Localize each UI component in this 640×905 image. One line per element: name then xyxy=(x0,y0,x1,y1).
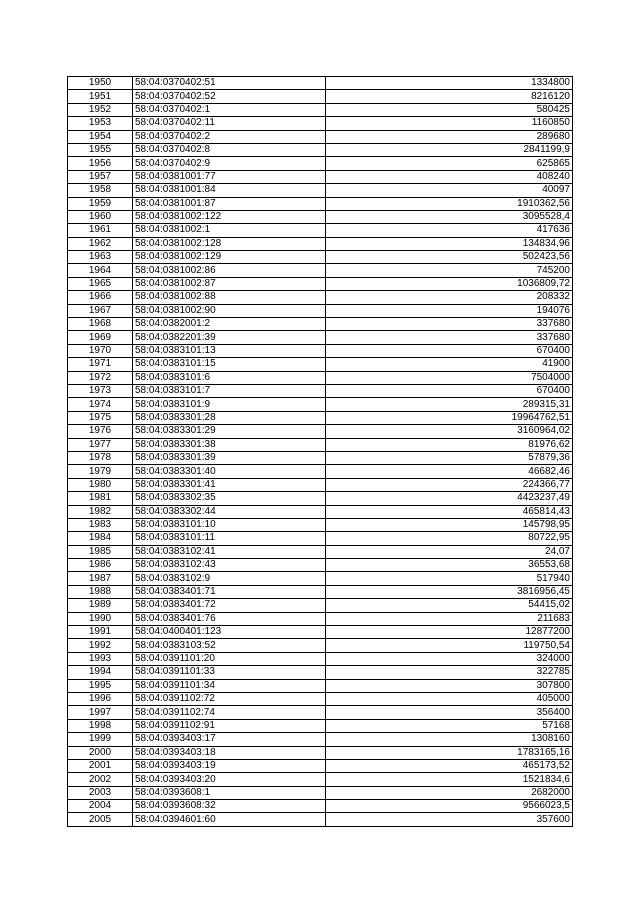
value-cell: 502423,56 xyxy=(326,251,573,264)
value-cell: 356400 xyxy=(326,706,573,719)
row-number-cell: 1997 xyxy=(68,706,133,719)
value-cell: 625865 xyxy=(326,157,573,170)
row-number-cell: 1994 xyxy=(68,666,133,679)
value-cell: 40097 xyxy=(326,184,573,197)
table-row xyxy=(68,210,573,223)
cadastral-number-cell: 58:04:0383301:28 xyxy=(133,411,326,424)
row-number-cell: 1978 xyxy=(68,451,133,464)
row-number-cell: 1982 xyxy=(68,505,133,518)
value-cell: 1036809,72 xyxy=(326,277,573,290)
cadastral-number-cell: 58:04:0383101:15 xyxy=(133,358,326,371)
table-row xyxy=(68,291,573,304)
cadastral-number-cell: 58:04:0391102:91 xyxy=(133,719,326,732)
table-row xyxy=(68,77,573,90)
table-row xyxy=(68,170,573,183)
value-cell: 670400 xyxy=(326,384,573,397)
table-row xyxy=(68,719,573,732)
table-row xyxy=(68,130,573,143)
row-number-cell: 1986 xyxy=(68,559,133,572)
value-cell: 1160850 xyxy=(326,117,573,130)
row-number-cell: 1967 xyxy=(68,304,133,317)
value-cell: 324000 xyxy=(326,652,573,665)
value-cell: 134834,96 xyxy=(326,237,573,250)
table-row xyxy=(68,492,573,505)
cadastral-number-cell: 58:04:0393403:20 xyxy=(133,773,326,786)
table-row xyxy=(68,358,573,371)
table-row xyxy=(68,304,573,317)
value-cell: 36553,68 xyxy=(326,559,573,572)
table-row xyxy=(68,746,573,759)
table-body xyxy=(68,77,573,827)
table-row xyxy=(68,157,573,170)
value-cell: 3095528,4 xyxy=(326,210,573,223)
value-cell: 465173,52 xyxy=(326,759,573,772)
table-row xyxy=(68,518,573,531)
table-row xyxy=(68,773,573,786)
row-number-cell: 2000 xyxy=(68,746,133,759)
value-cell: 54415,02 xyxy=(326,599,573,612)
cadastral-number-cell: 58:04:0383102:43 xyxy=(133,559,326,572)
value-cell: 465814,43 xyxy=(326,505,573,518)
row-number-cell: 1998 xyxy=(68,719,133,732)
cadastral-number-cell: 58:04:0391102:72 xyxy=(133,692,326,705)
cadastral-number-cell: 58:04:0394601:60 xyxy=(133,813,326,826)
table-row xyxy=(68,411,573,424)
cadastral-number-cell: 58:04:0383101:9 xyxy=(133,398,326,411)
cadastral-number-cell: 58:04:0391101:34 xyxy=(133,679,326,692)
cadastral-number-cell: 58:04:0383101:13 xyxy=(133,344,326,357)
row-number-cell: 1951 xyxy=(68,90,133,103)
row-number-cell: 1988 xyxy=(68,585,133,598)
table-row xyxy=(68,478,573,491)
value-cell: 307800 xyxy=(326,679,573,692)
cadastral-number-cell: 58:04:0370402:2 xyxy=(133,130,326,143)
value-cell: 57879,36 xyxy=(326,451,573,464)
table-row xyxy=(68,679,573,692)
cadastral-number-cell: 58:04:0383401:71 xyxy=(133,585,326,598)
table-row xyxy=(68,532,573,545)
table-row xyxy=(68,465,573,478)
cadastral-number-cell: 58:04:0383401:72 xyxy=(133,599,326,612)
value-cell: 357600 xyxy=(326,813,573,826)
cadastral-number-cell: 58:04:0383301:41 xyxy=(133,478,326,491)
cadastral-number-cell: 58:04:0383101:7 xyxy=(133,384,326,397)
value-cell: 1334800 xyxy=(326,77,573,90)
cadastral-number-cell: 58:04:0381002:86 xyxy=(133,264,326,277)
table-row xyxy=(68,251,573,264)
value-cell: 4423237,49 xyxy=(326,492,573,505)
cadastral-number-cell: 58:04:0383101:10 xyxy=(133,518,326,531)
row-number-cell: 1955 xyxy=(68,143,133,156)
table-row xyxy=(68,733,573,746)
table-row xyxy=(68,559,573,572)
cadastral-number-cell: 58:04:0381002:128 xyxy=(133,237,326,250)
table-row xyxy=(68,318,573,331)
row-number-cell: 1993 xyxy=(68,652,133,665)
row-number-cell: 1973 xyxy=(68,384,133,397)
value-cell: 745200 xyxy=(326,264,573,277)
cadastral-number-cell: 58:04:0391101:33 xyxy=(133,666,326,679)
cadastral-number-cell: 58:04:0381002:87 xyxy=(133,277,326,290)
table-row xyxy=(68,545,573,558)
row-number-cell: 1961 xyxy=(68,224,133,237)
row-number-cell: 1983 xyxy=(68,518,133,531)
cadastral-number-cell: 58:04:0381001:87 xyxy=(133,197,326,210)
cadastral-number-cell: 58:04:0383102:9 xyxy=(133,572,326,585)
value-cell: 208332 xyxy=(326,291,573,304)
value-cell: 1783165,16 xyxy=(326,746,573,759)
cadastral-number-cell: 58:04:0382201:39 xyxy=(133,331,326,344)
row-number-cell: 1984 xyxy=(68,532,133,545)
table-row xyxy=(68,197,573,210)
cadastral-number-cell: 58:04:0393403:17 xyxy=(133,733,326,746)
value-cell: 46682,46 xyxy=(326,465,573,478)
table-row xyxy=(68,398,573,411)
row-number-cell: 2001 xyxy=(68,759,133,772)
row-number-cell: 1980 xyxy=(68,478,133,491)
cadastral-number-cell: 58:04:0383301:40 xyxy=(133,465,326,478)
table-row xyxy=(68,384,573,397)
row-number-cell: 1971 xyxy=(68,358,133,371)
cadastral-number-cell: 58:04:0381002:1 xyxy=(133,224,326,237)
value-cell: 1308160 xyxy=(326,733,573,746)
row-number-cell: 1954 xyxy=(68,130,133,143)
value-cell: 405000 xyxy=(326,692,573,705)
table-row xyxy=(68,572,573,585)
value-cell: 289680 xyxy=(326,130,573,143)
table-row xyxy=(68,652,573,665)
value-cell: 8216120 xyxy=(326,90,573,103)
cadastral-number-cell: 58:04:0381002:122 xyxy=(133,210,326,223)
cadastral-number-cell: 58:04:0383302:35 xyxy=(133,492,326,505)
cadastral-number-cell: 58:04:0381001:84 xyxy=(133,184,326,197)
value-cell: 224366,77 xyxy=(326,478,573,491)
row-number-cell: 1976 xyxy=(68,425,133,438)
value-cell: 2682000 xyxy=(326,786,573,799)
cadastral-number-cell: 58:04:0383401:76 xyxy=(133,612,326,625)
table-row xyxy=(68,331,573,344)
row-number-cell: 1952 xyxy=(68,103,133,116)
cadastral-number-cell: 58:04:0370402:11 xyxy=(133,117,326,130)
table-row xyxy=(68,706,573,719)
row-number-cell: 1968 xyxy=(68,318,133,331)
cadastral-number-cell: 58:04:0391102:74 xyxy=(133,706,326,719)
cadastral-number-cell: 58:04:0381002:88 xyxy=(133,291,326,304)
value-cell: 41900 xyxy=(326,358,573,371)
cadastral-number-cell: 58:04:0370402:8 xyxy=(133,143,326,156)
value-cell: 337680 xyxy=(326,331,573,344)
cadastral-number-cell: 58:04:0393403:19 xyxy=(133,759,326,772)
row-number-cell: 2003 xyxy=(68,786,133,799)
value-cell: 9566023,5 xyxy=(326,800,573,813)
cadastral-number-cell: 58:04:0370402:51 xyxy=(133,77,326,90)
table-row xyxy=(68,237,573,250)
row-number-cell: 1999 xyxy=(68,733,133,746)
table-row xyxy=(68,585,573,598)
row-number-cell: 1972 xyxy=(68,371,133,384)
cadastral-number-cell: 58:04:0383302:44 xyxy=(133,505,326,518)
value-cell: 517940 xyxy=(326,572,573,585)
row-number-cell: 2004 xyxy=(68,800,133,813)
value-cell: 81976,62 xyxy=(326,438,573,451)
cadastral-number-cell: 58:04:0370402:9 xyxy=(133,157,326,170)
cadastral-number-cell: 58:04:0400401:123 xyxy=(133,626,326,639)
cadastral-number-cell: 58:04:0370402:1 xyxy=(133,103,326,116)
row-number-cell: 1957 xyxy=(68,170,133,183)
row-number-cell: 2002 xyxy=(68,773,133,786)
table-row xyxy=(68,626,573,639)
row-number-cell: 1975 xyxy=(68,411,133,424)
row-number-cell: 1992 xyxy=(68,639,133,652)
value-cell: 2841199,9 xyxy=(326,143,573,156)
table-row xyxy=(68,786,573,799)
table-row xyxy=(68,438,573,451)
value-cell: 119750,54 xyxy=(326,639,573,652)
row-number-cell: 1962 xyxy=(68,237,133,250)
row-number-cell: 1974 xyxy=(68,398,133,411)
table-row xyxy=(68,143,573,156)
table-row xyxy=(68,277,573,290)
row-number-cell: 1991 xyxy=(68,626,133,639)
row-number-cell: 1985 xyxy=(68,545,133,558)
cadastral-number-cell: 58:04:0381002:90 xyxy=(133,304,326,317)
table-row xyxy=(68,639,573,652)
row-number-cell: 1964 xyxy=(68,264,133,277)
value-cell: 1910362,56 xyxy=(326,197,573,210)
value-cell: 670400 xyxy=(326,344,573,357)
row-number-cell: 1959 xyxy=(68,197,133,210)
row-number-cell: 1950 xyxy=(68,77,133,90)
value-cell: 580425 xyxy=(326,103,573,116)
row-number-cell: 1958 xyxy=(68,184,133,197)
table-row xyxy=(68,344,573,357)
value-cell: 289315,31 xyxy=(326,398,573,411)
table-row xyxy=(68,103,573,116)
value-cell: 194076 xyxy=(326,304,573,317)
row-number-cell: 1969 xyxy=(68,331,133,344)
value-cell: 12877200 xyxy=(326,626,573,639)
table-row xyxy=(68,612,573,625)
row-number-cell: 1963 xyxy=(68,251,133,264)
row-number-cell: 1960 xyxy=(68,210,133,223)
table-row xyxy=(68,813,573,826)
value-cell: 408240 xyxy=(326,170,573,183)
value-cell: 24,07 xyxy=(326,545,573,558)
cadastral-number-cell: 58:04:0383301:29 xyxy=(133,425,326,438)
table-row xyxy=(68,224,573,237)
cadastral-number-cell: 58:04:0370402:52 xyxy=(133,90,326,103)
value-cell: 211683 xyxy=(326,612,573,625)
table-row xyxy=(68,371,573,384)
row-number-cell: 1989 xyxy=(68,599,133,612)
row-number-cell: 1979 xyxy=(68,465,133,478)
cadastral-number-cell: 58:04:0393608:32 xyxy=(133,800,326,813)
table-row xyxy=(68,800,573,813)
cadastral-number-cell: 58:04:0391101:20 xyxy=(133,652,326,665)
cadastral-number-cell: 58:04:0381002:129 xyxy=(133,251,326,264)
row-number-cell: 1970 xyxy=(68,344,133,357)
cadastral-value-table xyxy=(67,76,573,827)
table-row xyxy=(68,666,573,679)
value-cell: 3816956,45 xyxy=(326,585,573,598)
table-row xyxy=(68,692,573,705)
cadastral-number-cell: 58:04:0383101:6 xyxy=(133,371,326,384)
value-cell: 322785 xyxy=(326,666,573,679)
value-cell: 7504000 xyxy=(326,371,573,384)
value-cell: 3160964,02 xyxy=(326,425,573,438)
row-number-cell: 1987 xyxy=(68,572,133,585)
row-number-cell: 2005 xyxy=(68,813,133,826)
value-cell: 57168 xyxy=(326,719,573,732)
row-number-cell: 1996 xyxy=(68,692,133,705)
cadastral-number-cell: 58:04:0383301:38 xyxy=(133,438,326,451)
row-number-cell: 1965 xyxy=(68,277,133,290)
cadastral-number-cell: 58:04:0381001:77 xyxy=(133,170,326,183)
cadastral-number-cell: 58:04:0383102:41 xyxy=(133,545,326,558)
value-cell: 1521834,6 xyxy=(326,773,573,786)
row-number-cell: 1981 xyxy=(68,492,133,505)
value-cell: 417636 xyxy=(326,224,573,237)
row-number-cell: 1990 xyxy=(68,612,133,625)
table-row xyxy=(68,505,573,518)
table-row xyxy=(68,451,573,464)
cadastral-number-cell: 58:04:0393608:1 xyxy=(133,786,326,799)
cadastral-number-cell: 58:04:0382001:2 xyxy=(133,318,326,331)
value-cell: 80722,95 xyxy=(326,532,573,545)
table-row xyxy=(68,117,573,130)
row-number-cell: 1953 xyxy=(68,117,133,130)
cadastral-number-cell: 58:04:0383101:11 xyxy=(133,532,326,545)
row-number-cell: 1977 xyxy=(68,438,133,451)
cadastral-number-cell: 58:04:0383103:52 xyxy=(133,639,326,652)
table-row xyxy=(68,425,573,438)
value-cell: 337680 xyxy=(326,318,573,331)
value-cell: 19964762,51 xyxy=(326,411,573,424)
table-row xyxy=(68,759,573,772)
table-row xyxy=(68,90,573,103)
cadastral-number-cell: 58:04:0393403:18 xyxy=(133,746,326,759)
table-row xyxy=(68,184,573,197)
row-number-cell: 1966 xyxy=(68,291,133,304)
table-row xyxy=(68,264,573,277)
row-number-cell: 1995 xyxy=(68,679,133,692)
row-number-cell: 1956 xyxy=(68,157,133,170)
value-cell: 145798,95 xyxy=(326,518,573,531)
table-row xyxy=(68,599,573,612)
cadastral-number-cell: 58:04:0383301:39 xyxy=(133,451,326,464)
